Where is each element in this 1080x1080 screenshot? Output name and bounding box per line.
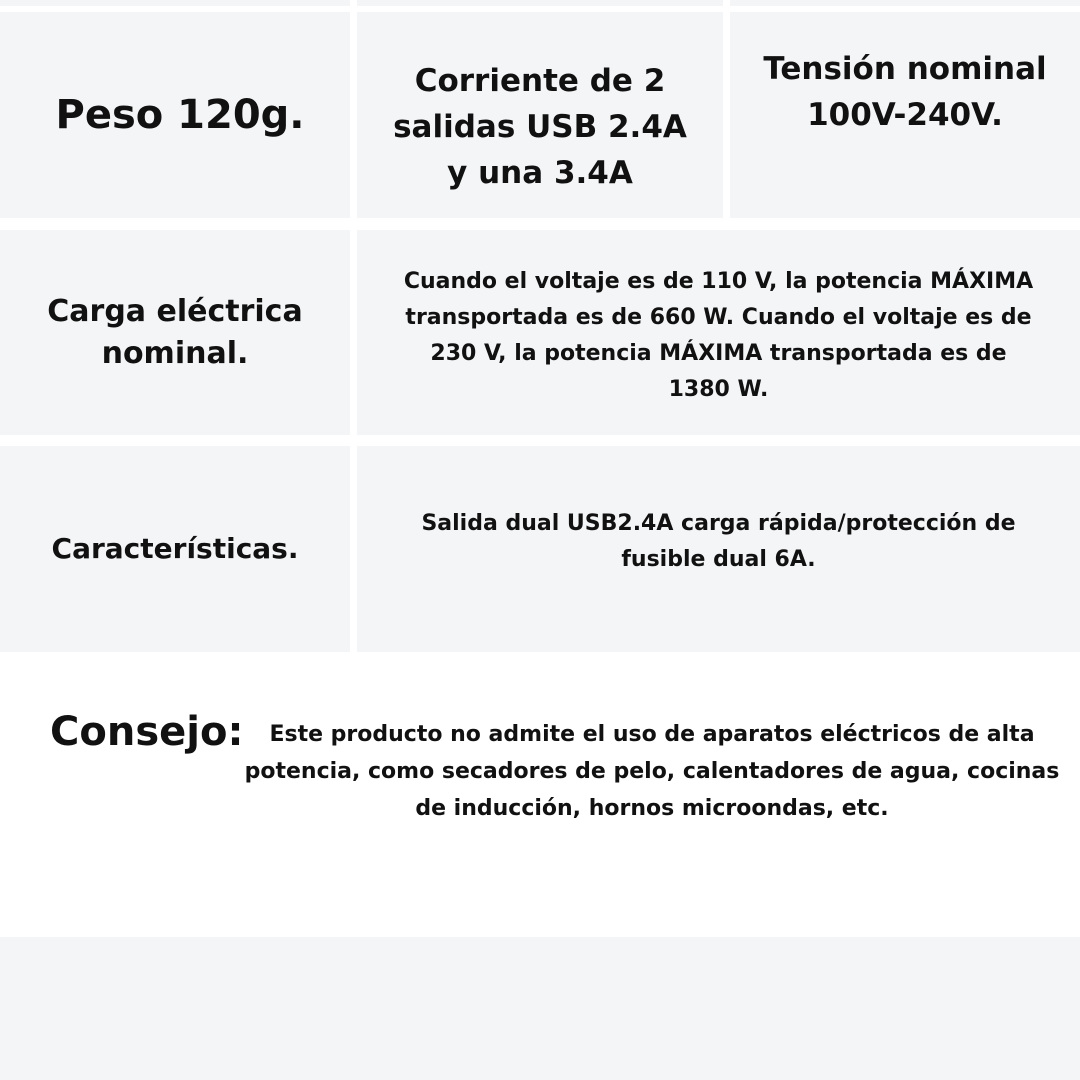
weight-cell (0, 12, 350, 218)
rated-load-text: Cuando el voltaje es de 110 V, la potencia MÁXIMA transportada es de 660 W. Cuando el voltaje es de 230 V, la potencia MÁXIMA transportada es de 1380 W. (403, 269, 1034, 402)
usb-current-cell (357, 12, 723, 218)
top-strip-middle (357, 0, 723, 6)
rated-voltage-cell (730, 12, 1080, 218)
tip-title: Consejo: (50, 709, 244, 755)
features-label: Características. (51, 532, 299, 565)
features-text: Salida dual USB2.4A carga rápida/protección de fusible dual 6A. (421, 511, 1016, 572)
rated-voltage-text: Tensión nominal 100V-240V. (763, 51, 1047, 133)
usb-current-text: Corriente de 2 salidas USB 2.4A y una 3.4A (393, 63, 687, 191)
top-strip-right (730, 0, 1080, 6)
rated-load-label-cell (0, 230, 350, 435)
rated-load-text-cell (357, 230, 1080, 435)
features-text-cell (357, 446, 1080, 652)
tip-text: Este producto no admite el uso de aparatos eléctricos de alta potencia, como secadores de pelo, calentadores de agua, cocinas de inducción, hornos microondas, etc. (244, 722, 1060, 821)
features-label-cell (0, 446, 350, 652)
weight-text: Peso 120g. (55, 92, 305, 138)
bottom-block (0, 937, 1080, 1080)
rated-load-label: Carga eléctrica nominal. (47, 293, 303, 371)
top-strip-left (0, 0, 350, 6)
